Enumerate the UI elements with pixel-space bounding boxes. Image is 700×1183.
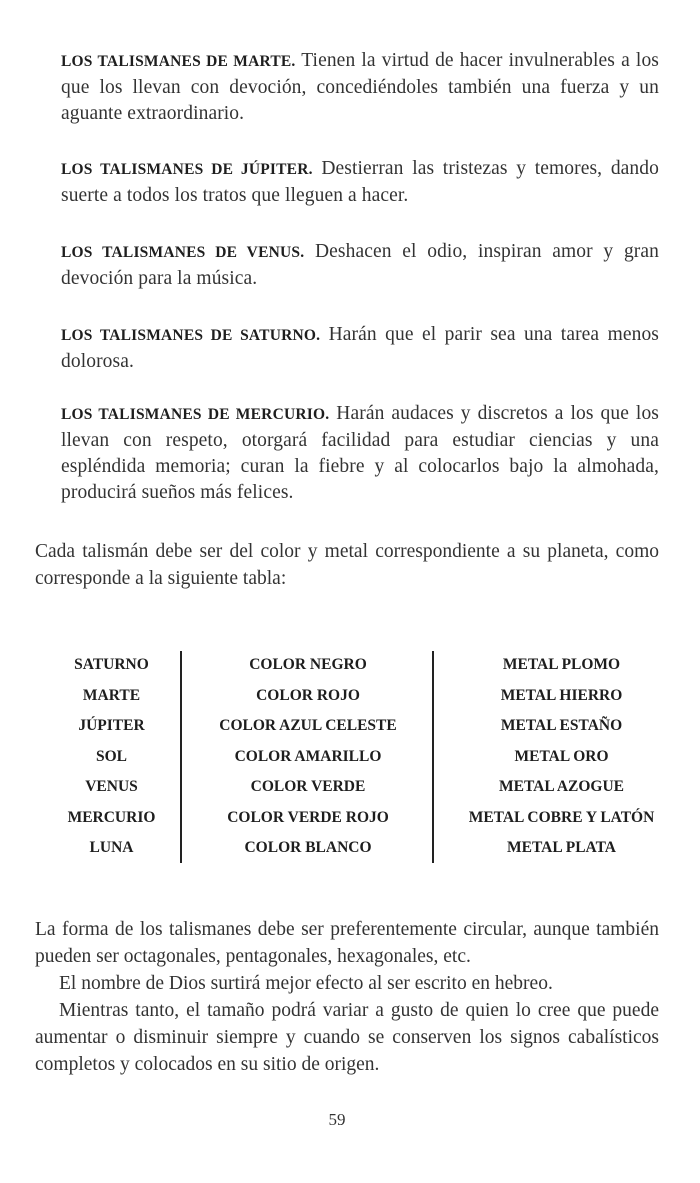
planet-cell: MARTE	[82, 686, 141, 704]
entry-marte	[61, 48, 659, 127]
planet-cell: LUNA	[89, 839, 134, 856]
color-cell: COLOR VERDE ROJO	[227, 808, 389, 826]
entry-saturno	[61, 322, 659, 375]
entry-text: Tienen la virtud de hacer invulnerables a los que los llevan con devoción, concediéndoles también una fuerza y un aguante extraordinario.	[61, 50, 659, 124]
metal-cell: METAL HIERRO	[500, 686, 623, 704]
color-cell: COLOR VERDE	[250, 778, 366, 795]
planet-cell: VENUS	[85, 778, 138, 795]
planet-column	[40, 650, 183, 865]
planet-cell: MERCURIO	[67, 808, 156, 826]
color-cell: COLOR AZUL CELESTE	[219, 717, 397, 734]
entry-text: Destierran las tristezas y temores, dando suerte a todos los tratos que lleguen a hacer.	[61, 158, 659, 206]
entry-jupiter	[61, 156, 659, 209]
color-column	[183, 650, 433, 865]
closing-paragraph-shape: La forma de los talismanes debe ser preferentemente circular, aunque también pueden ser octagonales, pentagonales, hexagonales, etc.	[35, 919, 659, 967]
column-divider	[180, 651, 182, 863]
planet-cell: JÚPITER	[78, 717, 145, 734]
entry-heading: LOS TALISMANES DE MARTE.	[61, 53, 296, 70]
color-cell: COLOR AMARILLO	[234, 747, 382, 765]
page-number: 59	[328, 1110, 346, 1129]
entry-heading: LOS TALISMANES DE SATURNO.	[61, 327, 321, 344]
metal-cell: METAL AZOGUE	[498, 778, 625, 795]
metal-cell: METAL PLATA	[507, 839, 616, 856]
entry-heading: LOS TALISMANES DE VENUS.	[61, 244, 305, 261]
closing-paragraph-name: El nombre de Dios surtirá mejor efecto al ser escrito en hebreo.	[59, 973, 553, 994]
metal-cell: METAL PLOMO	[502, 656, 621, 673]
entry-heading: LOS TALISMANES DE JÚPITER.	[61, 161, 313, 178]
metal-column	[433, 650, 690, 865]
entry-text: Harán audaces y discretos a los que los llevan con respeto, otorgará facilidad para estudiar ciencias y una espléndida memoria; curan la fiebre y al colocarlos bajo la almohada, producirá sueños más felices.	[61, 403, 659, 503]
entry-venus	[61, 239, 659, 292]
color-cell: COLOR NEGRO	[249, 656, 367, 673]
entry-mercurio	[61, 401, 659, 506]
correspondence-table	[40, 650, 674, 865]
entry-heading: LOS TALISMANES DE MERCURIO.	[61, 406, 330, 423]
planet-cell: SATURNO	[74, 656, 149, 673]
entry-text: Deshacen el odio, inspiran amor y gran devoción para la música.	[61, 241, 659, 289]
planet-cell: SOL	[95, 747, 127, 765]
entry-text: Harán que el parir sea una tarea menos dolorosa.	[61, 324, 659, 372]
closing-paragraph-size: Mientras tanto, el tamaño podrá variar a gusto de quien lo cree que puede aumentar o disminuir siempre y cuando se conserven los signos cabalísticos completos y colocados en su sitio de origen.	[35, 1000, 659, 1075]
metal-cell: METAL COBRE Y LATÓN	[468, 808, 655, 826]
color-cell: COLOR ROJO	[256, 686, 360, 704]
color-cell: COLOR BLANCO	[244, 839, 372, 856]
metal-cell: METAL ESTAÑO	[500, 717, 623, 734]
metal-cell: METAL ORO	[514, 747, 609, 765]
table-intro-paragraph: Cada talismán debe ser del color y metal correspondiente a su planeta, como corresponde a la siguiente tabla:	[35, 541, 659, 589]
